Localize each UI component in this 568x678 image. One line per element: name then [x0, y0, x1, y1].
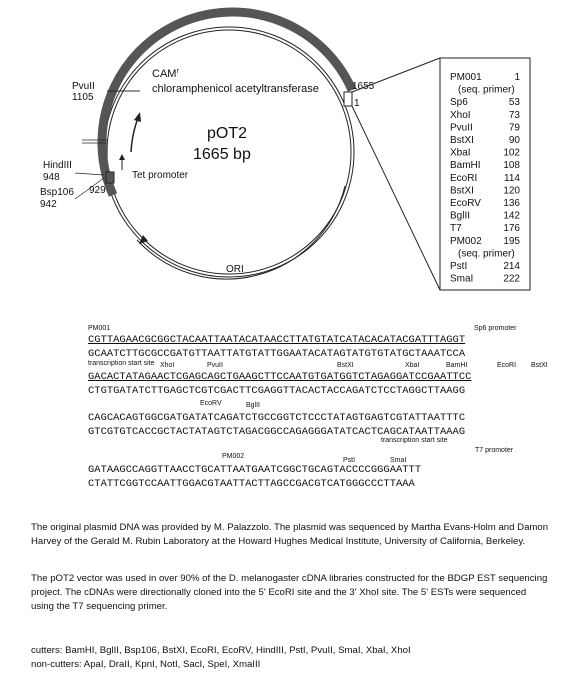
mcs-row-pos: 79	[508, 122, 520, 134]
tet-promoter-arrow-icon	[119, 154, 125, 160]
mcs-row-pos: 214	[503, 261, 520, 272]
bsp106-pos: 942	[40, 199, 57, 210]
bglii-annotation: BglII	[246, 402, 261, 409]
provenance-text: The original plasmid DNA was provided by M. Palazzolo. The plasmid was sequenced by Martha Evans-Holm and Damon Harvey of the Gerald M. Rubin Laboratory at the Howard Hughes Medical Institute, University of California, Berkeley.	[31, 522, 549, 547]
pm001-annotation: PM001	[88, 325, 111, 332]
seq-block4-top: GATAAGCCAGGTTAACCTGCATTAATGAATCGGCTGCAGTACCCCGGGAATTT	[88, 464, 422, 476]
pvuii-annotation: PvuII	[207, 362, 223, 369]
mcs-row-pos: 90	[508, 135, 520, 146]
plasmid-name: pOT2	[207, 125, 248, 142]
mcs-row-name: XhoI	[450, 109, 471, 121]
cam-arrow-icon	[134, 112, 141, 122]
mcs-row-name: (seq. primer)	[458, 84, 515, 96]
seq-block3-top: CAGCACAGTGGCGATGATATCAGATCTGCCGGTCTCCCTATAGTGAGTCGTATTAATTTC	[88, 412, 466, 424]
mcs-row-pos: 136	[503, 198, 520, 209]
mcs-row-pos: 73	[508, 109, 520, 121]
mcs-row-pos: 195	[503, 235, 520, 247]
mcs-row-name: BstXI	[450, 135, 474, 146]
expand-line-bottom	[352, 106, 440, 290]
xhoi-annotation: XhoI	[160, 362, 175, 369]
expand-line-top	[352, 58, 440, 92]
pm002-annotation: PM002	[222, 453, 245, 460]
xbai-annotation: XbaI	[405, 362, 420, 369]
description-usage	[31, 572, 551, 614]
mcs-row-name: BstXI	[450, 185, 474, 197]
mcs-row-pos: 142	[503, 210, 520, 222]
t7-annotation: T7 promoter	[475, 447, 514, 454]
mcs-marker	[344, 92, 352, 106]
mcs-row-pos: 176	[503, 223, 520, 235]
hindiii-pos: 948	[43, 172, 60, 183]
seq-block4-bot: CTATTCGGTCCAATTGGACGTAATTACTTAGCCGACGTCATGGGCCCTTAAA	[88, 478, 415, 490]
seq-block1-bot: GCAATCTTGCGCCGATGTTAATTATGTATTGGAATACATAGTATGTGTATGCTAAATCCA	[88, 348, 466, 360]
smai-annotation: SmaI	[390, 457, 407, 464]
mcs-row-name: PM001	[450, 72, 482, 83]
sp6-annotation: Sp6 promoter	[474, 325, 517, 332]
description-provenance	[31, 521, 551, 549]
mcs-row-name: PstI	[450, 261, 468, 272]
mcs-row-name: BglII	[450, 210, 471, 222]
noncutters-list	[31, 658, 551, 672]
mcs-row-name: (seq. primer)	[458, 248, 515, 260]
bstxi2-annotation: BstXI	[531, 362, 548, 369]
seq-block2-top: GACACTATAGAACTCGAGCAGCTGAAGCTTCCAATGTGATGGTCTAGAGGATCCGAATTCC	[88, 371, 472, 383]
cutters-text: cutters: BamHI, BglII, Bsp106, BstXI, EcoRI, EcoRV, HindIII, PstI, PvuII, SmaI, XbaI, XhoI	[31, 645, 411, 656]
ori-label: ORI	[226, 264, 244, 275]
mcs-row-pos: 114	[504, 172, 520, 184]
tet-promoter-label: Tet promoter	[132, 170, 189, 181]
cutters-list	[31, 644, 551, 658]
mcs-row-pos: 102	[503, 147, 520, 159]
pvuii-pos: 1105	[72, 92, 94, 103]
plasmid-size: 1665 bp	[193, 146, 251, 163]
seq-block1-top: CGTTAGAACGCGGCTACAATTAATACATAACCTTATGTATCATACACATACGATTTAGGT	[88, 334, 466, 346]
pos-1655: 1655	[352, 81, 375, 92]
mcs-row-name: PvuII	[450, 122, 473, 134]
mcs-row-name: T7	[450, 223, 462, 235]
psti-annotation: PstI	[343, 457, 356, 464]
mcs-row-pos: 53	[508, 97, 520, 109]
tet-promoter-box	[106, 172, 114, 183]
seq-block3-bot: GTCGTGTCACCGCTACTATAGTCTAGACGGCCAGAGGGATATCACTCAGCATAATTAAAG	[88, 426, 466, 438]
usage-text: The pOT2 vector was used in over 90% of the D. melanogaster cDNA libraries constructed for the BDGP EST sequencing project. The cDNAs were directionally cloned into the 5' EcoRI site and the 3' XhoI site. The 5' ESTs were sequenced using the T7 sequencing primer.	[31, 573, 548, 612]
mcs-row-name: SmaI	[450, 273, 474, 285]
mcs-row-name: EcoRI	[450, 172, 478, 184]
cam-gene-arc	[102, 12, 352, 195]
cam-label: CAM$^r$	[152, 68, 179, 80]
pos-1: 1	[354, 98, 360, 109]
ecorv-annotation: EcoRV	[200, 400, 222, 407]
mcs-row-pos: 222	[503, 273, 520, 285]
plasmid-map	[0, 0, 568, 310]
tss1-annotation: transcription start site	[88, 360, 155, 367]
bstxi1-annotation: BstXI	[337, 362, 354, 369]
cam-full-label: chloramphenicol acetyltransferase	[152, 83, 319, 95]
mcs-row-pos: 108	[503, 160, 520, 172]
cam-arrow-line	[131, 118, 138, 152]
ecori-annotation: EcoRI	[497, 362, 517, 369]
mcs-row-pos: 120	[503, 185, 520, 197]
mcs-row-pos: 1	[514, 72, 520, 83]
mcs-row-name: Sp6	[450, 97, 468, 109]
seq-block2-bot: CTGTGATATCTTGAGCTCGTCGACTTCGAGGTTACACTACCAGATCTCCTAGGCTTAAGG	[88, 385, 466, 397]
pvuii-label: PvuII	[72, 81, 95, 92]
pos-929: 929	[89, 185, 106, 196]
mcs-row-name: XbaI	[450, 147, 471, 159]
hindiii-label: HindIII	[43, 160, 72, 171]
noncutters-text: non-cutters: ApaI, DraII, KpnI, NotI, SacI, SpeI, XmaIII	[31, 659, 261, 670]
bsp106-label: Bsp106	[40, 187, 74, 198]
mcs-row-name: EcoRV	[450, 198, 481, 209]
mcs-row-name: PM002	[450, 235, 482, 247]
bamhi-annotation: BamHI	[446, 362, 468, 369]
tss2-annotation: transcription start site	[381, 437, 448, 444]
mcs-row-name: BamHI	[450, 160, 481, 172]
